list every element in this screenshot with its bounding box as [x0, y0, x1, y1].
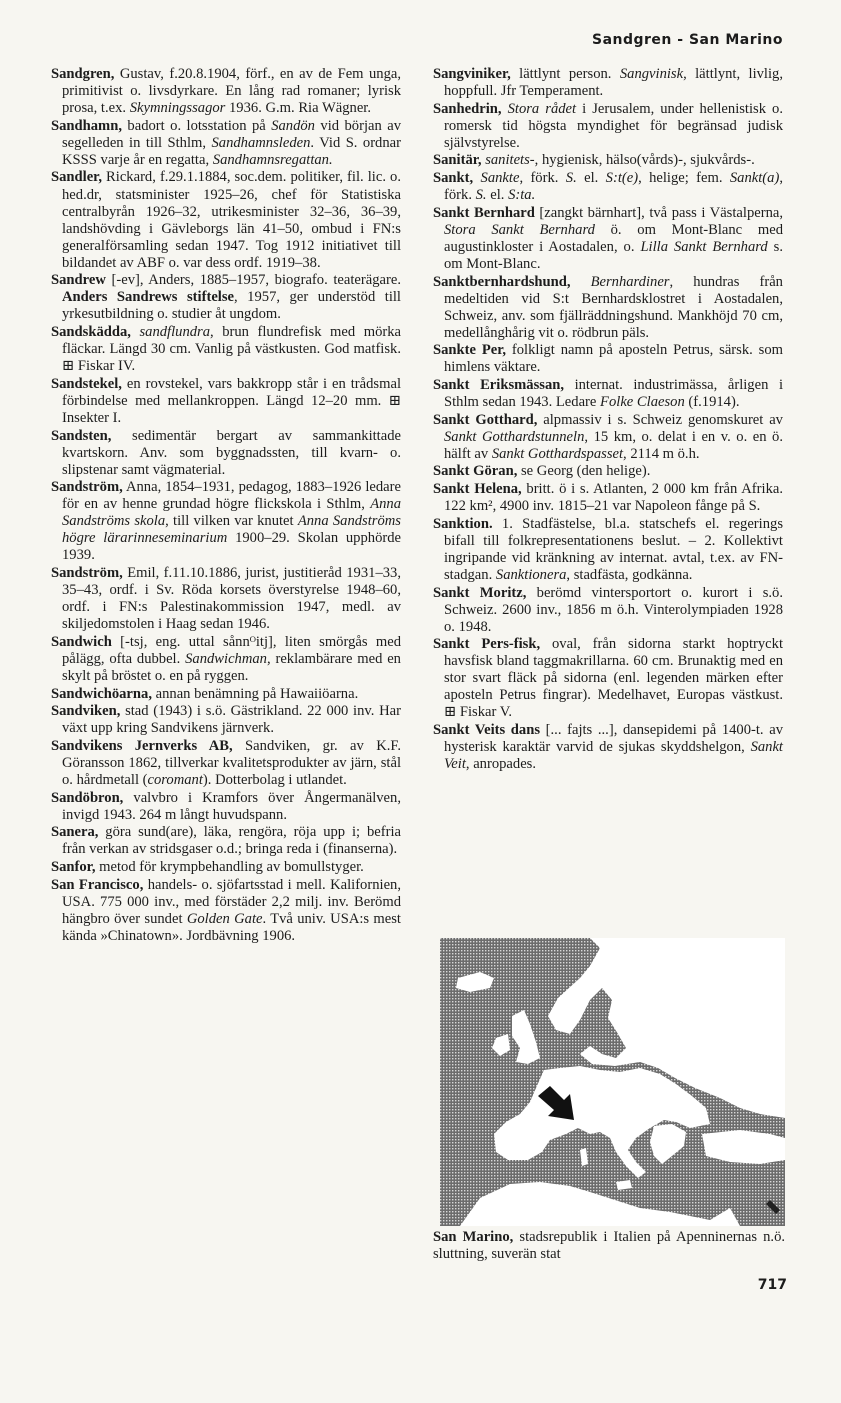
dictionary-entry — [51, 324, 401, 375]
running-head: Sandgren - San Marino — [591, 32, 783, 48]
entry-italic: Sankt Gotthardspasset — [491, 445, 624, 462]
entry-text: annan benämning på Hawaiiöarna. — [151, 685, 359, 702]
entry-headword: Sandstekel, — [51, 375, 122, 392]
entry-italic: S:t(e) — [605, 170, 639, 187]
entry-headword: Sandrew — [51, 272, 106, 289]
dictionary-entry — [433, 481, 783, 515]
left-column — [51, 66, 401, 945]
entry-headword: Sandöbron, — [51, 789, 124, 806]
entry-italic: S:ta. — [508, 187, 536, 204]
entry-italic: Anna Sandströms skola — [62, 496, 401, 530]
entry-headword: Sandvikens Jernverks AB, — [51, 737, 233, 754]
entry-text: , till vilken var knutet — [165, 513, 298, 530]
entry-text: internat. industrimässa, årligen i Sthlm sedan 1943. Ledare — [444, 377, 783, 411]
entry-italic: Golden Gate — [186, 910, 263, 927]
entry-headword: Sankt Göran, — [433, 463, 518, 480]
entry-headword: Sandskädda, — [51, 324, 131, 341]
entry-text: Rickard, f.29.1.1884, soc.dem. politiker, fil. lic. o. hed.dr, statsminister 1925–26, chef för Statistiska centralbyrån 1926–32, utrikesminister 32–36, 36–39, landshövding i Gävleborgs län 41–50, ombud i FN:s generalförsamling sedan 1947. Tog 1912 initiativet till bildandet av ABF o. var dess ordf. 1919–38. — [62, 169, 401, 271]
dictionary-entry — [433, 66, 783, 100]
entry-text: 1900–29. Skolan upphörde 1939. — [62, 530, 401, 564]
entry-text: Gustav, f.20.8.1904, förf., en av de Fem unga, primitivist o. livsdyrkare. En lång rad romaner; lyrisk prosa, t.ex. — [62, 66, 401, 117]
entry-italic: Bernhardiner — [590, 273, 670, 290]
dictionary-entry — [51, 859, 401, 876]
entry-text: [zangkt bärnhart], två pass i Västalperna, — [534, 204, 784, 221]
entry-italic: S. — [475, 187, 487, 204]
entry-headword: Sanktbernhardshund, — [433, 273, 571, 290]
entry-headword: Sanhedrin, — [433, 100, 502, 117]
dictionary-entry — [51, 634, 401, 685]
dictionary-entry — [51, 272, 401, 323]
entry-text: se Georg (den helige). — [517, 463, 651, 480]
entry-text: oval, från sidorna starkt hoptryckt havsfisk bland taggmakrillarna. 60 cm. Brunaktig med en stor svart fläck på sidorna (enl. legenden märken efter aposteln Petrus fingrar). Medelhavet, Europas västkust. ⊞ Fiskar V. — [444, 636, 784, 721]
entry-text: berömd vintersportort o. kurort i s.ö. Schweiz. 2600 inv., 1856 m ö.h. Vinterolympiaden 1928 o. 1948. — [444, 584, 783, 635]
entry-headword: Sankt Pers-fisk, — [433, 636, 541, 653]
entry-italic: Sanktionera — [495, 566, 567, 583]
entry-headword: Sankt Moritz, — [433, 584, 527, 601]
entry-text — [571, 274, 591, 290]
dictionary-entry — [433, 205, 783, 273]
entry-text: s. om Mont-Blanc. — [444, 238, 783, 272]
entry-text: ö. om Mont-Blanc med augustinkloster i Aostadalen, o. — [444, 221, 783, 255]
dictionary-entry — [51, 686, 401, 703]
entry-text: , reklambärare med en skylt på bröstet o. en på ryggen. — [62, 650, 401, 684]
entry-headword: Sankt Helena, — [433, 481, 522, 498]
entry-text: 1936. G.m. Ria Wägner. — [225, 100, 372, 117]
dictionary-entry — [433, 722, 783, 773]
dictionary-entry — [51, 428, 401, 479]
entry-text: sedimentär bergart av sammankittade kvartskorn. Anv. som byggnadssten, till kvarn- o. slipstenar samt vägmaterial. — [62, 427, 401, 478]
dictionary-entry — [51, 703, 401, 737]
entry-text: ). Dotterbolag i utlandet. — [202, 772, 347, 789]
entry-text: stad (1943) i s.ö. Gästrikland. 22 000 inv. Har växt upp kring Sandvikens järnverk. — [62, 703, 401, 737]
dictionary-entry — [433, 516, 783, 584]
entry-text: , brun flundrefisk med mörka fläckar. Längd 30 cm. Vanlig på västkusten. God matfisk. ⊞ Fiskar IV. — [62, 324, 401, 375]
entry-text: , förk. — [444, 170, 783, 204]
dictionary-entry — [433, 377, 783, 411]
entry-italic: Lilla Sankt Bernhard — [640, 238, 768, 255]
entry-headword: Sangviniker, — [433, 66, 511, 82]
entry-text: folkligt namn på aposteln Petrus, särsk. som himlens väktare. — [444, 342, 783, 376]
dictionary-entry — [51, 790, 401, 824]
entry-italic: Sankt Veit — [444, 739, 783, 773]
dictionary-entry — [51, 824, 401, 858]
dictionary-entry — [51, 565, 401, 633]
entry-text: Anna, 1854–1931, pedagog, 1883–1926 ledare för en av henne grundad högre flickskola i Sthlm, — [62, 479, 401, 513]
entry-headword: Sandgren, — [51, 66, 115, 82]
entry-italic: Sandwichman — [185, 650, 267, 667]
map-caption — [433, 1229, 785, 1263]
entry-text: britt. ö i s. Atlanten, 2 000 km från Afrika. 122 km², 4900 inv. 1815–21 var Napoleon fånge på S. — [444, 481, 783, 515]
entry-text: el. — [486, 187, 509, 204]
entry-headword: Sandström, — [51, 479, 123, 496]
entry-italic: Sankt(a) — [729, 170, 780, 187]
entry-text: , 2114 m ö.h. — [623, 445, 700, 462]
entry-text: , 1957, ger understöd till yrkesutbildning o. studier åt ungdom. — [62, 289, 401, 323]
entry-text: [-tsj, eng. uttal sånnᴼitj], liten smörgås med pålägg, ofta dubbel. — [62, 633, 401, 667]
page-number: 717 — [757, 1277, 787, 1293]
dictionary-entry — [51, 479, 401, 564]
dictionary-entry — [433, 463, 783, 480]
entry-text: , hundras från medeltiden vid S:t Bernhardsklostret i Aostadalen, Schweiz, anv. som fjällräddningshund. Mankhöjd 70 cm, medellånghårig vit o. rödbrun päls. — [444, 273, 783, 341]
entry-headword: Sandviken, — [51, 703, 121, 720]
entry-bold: Anders Sandrews stiftelse — [62, 289, 235, 306]
entry-italic: Anna Sandströms högre lärarinneseminarium — [62, 513, 401, 547]
entry-headword: Sandwich — [51, 633, 112, 650]
dictionary-entry — [433, 152, 783, 169]
dictionary-entry — [433, 170, 783, 204]
entry-text: 1. Stadfästelse, bl.a. statschefs el. regerings bifall till folkrepresentationens beslut. – 2. Kollektivt ingripande vid kränkning av internat. avtal, t.ex. av FN-stadgan. — [444, 515, 783, 583]
entry-italic: Sandhamnsregattan. — [212, 151, 333, 168]
entry-headword: Sanfor, — [51, 859, 96, 876]
entry-text: valvbro i Kramfors över Ångermanälven, invigd 1943. 264 m långt huvudspann. — [62, 789, 401, 823]
dictionary-entry — [433, 412, 783, 463]
entry-text: el. — [576, 170, 606, 187]
dictionary-entry — [433, 636, 783, 721]
entry-text: , 15 km, o. delat i en v. o. en ö. hälft av — [444, 428, 784, 462]
entry-italic: sandflundra — [139, 324, 211, 341]
entry-headword: San Francisco, — [51, 876, 144, 893]
entry-text: . Vid S. ordnar KSSS varje år en regatta, — [62, 134, 401, 168]
europe-locator-map — [440, 938, 785, 1226]
map-caption-text: stadsrepublik i Italien på Apenninernas n.ö. sluttning, suverän stat — [433, 1229, 786, 1263]
dictionary-entry — [51, 376, 401, 427]
map-svg — [440, 938, 785, 1226]
entry-text: , förk. — [519, 170, 566, 187]
entry-headword: Sankt Bernhard — [433, 204, 535, 221]
entry-text: . Två univ. USA:s mest kända »Chinatown». Jordbävning 1906. — [62, 910, 401, 944]
entry-text: (f.1914). — [684, 394, 740, 411]
entry-italic: Sankte — [480, 170, 520, 187]
entry-text: [-ev], Anders, 1885–1957, biografo. teaterägare. — [105, 272, 401, 289]
entry-italic: Sangvinisk — [619, 66, 684, 82]
entry-text: lättlynt person. — [510, 66, 620, 82]
entry-headword: Sankt Eriksmässan, — [433, 377, 565, 393]
entry-italic: sanitets- — [485, 152, 535, 169]
entry-headword: Sandström, — [51, 565, 123, 582]
entry-text: , anropades. — [465, 756, 536, 773]
dictionary-entry — [433, 585, 783, 636]
entry-text — [473, 170, 480, 186]
entry-text: handels- o. sjöfartsstad i mell. Kalifornien, USA. 775 000 inv., med förstäder 2,2 milj. inv. Berömd hängbro över sundet — [62, 876, 401, 927]
entry-headword: Sandsten, — [51, 427, 112, 444]
entry-headword: Sandhamn, — [51, 117, 122, 134]
entry-text: , hygienisk, hälso(vårds)-, sjukvårds-. — [534, 152, 755, 169]
entry-italic: Sankt Gotthardstunneln — [444, 428, 585, 445]
dictionary-entry — [51, 738, 401, 789]
entry-headword: Sankt, — [433, 170, 474, 187]
entry-headword: Sankt Veits dans — [433, 722, 541, 739]
dictionary-entry — [433, 101, 783, 152]
entry-italic: Stora rådet — [507, 100, 577, 117]
entry-headword: Sandler, — [51, 169, 102, 186]
dictionary-entry — [51, 169, 401, 271]
entry-headword: Sankt Gotthard, — [433, 411, 538, 428]
entry-italic: Sandhamnsleden — [211, 134, 311, 151]
dictionary-entry — [51, 66, 401, 117]
entry-text: Sandviken, gr. av K.F. Göransson 1862, tillverkar kvalitetsprodukter av järn, stål o. hårdmetall ( — [62, 737, 401, 789]
entry-text: en rovstekel, vars bakkropp står i en trådsmal förbindelse med mellankroppen. Längd 12–20 mm. ⊞ Insekter I. — [62, 375, 401, 426]
entry-text: metod för krympbehandling av bomullstyger. — [95, 859, 364, 876]
entry-text: , stadfästa, godkänna. — [566, 566, 693, 583]
entry-headword: Sandwichöarna, — [51, 685, 152, 702]
entry-text: , helige; fem. — [638, 170, 730, 187]
entry-headword: Sanktion. — [433, 515, 493, 532]
entry-italic: coromant — [147, 772, 203, 789]
entry-italic: Sandön — [271, 117, 315, 134]
map-caption-head: San Marino, — [433, 1229, 514, 1245]
entry-italic: Stora Sankt Bernhard — [444, 221, 595, 238]
dictionary-entry — [51, 118, 401, 169]
entry-italic: Folke Claeson — [600, 394, 685, 411]
entry-headword: Sanera, — [51, 824, 99, 841]
entry-text: [... fajts ...], dansepidemi på 1400-t. av hysterisk karaktär varvid de sjukas skyddshelgon, — [444, 722, 783, 756]
dictionary-entry — [51, 877, 401, 945]
entry-italic: S. — [565, 170, 577, 187]
entry-headword: Sankte Per, — [433, 342, 507, 359]
entry-text: Emil, f.11.10.1886, jurist, justitieråd 1931–33, 35–43, ordf. i Sv. Röda korsets överstyrelse 1948–60, ordf. i FN:s Palestinakommission 1947, medl. av skiljedomstolen i Haag sedan 1946. — [62, 565, 401, 633]
dictionary-entry — [433, 274, 783, 342]
entry-text: göra sund(are), läka, rengöra, röja upp i; befria från verkan av stridsgaser o.d.; bringa reda i (finanserna). — [62, 824, 401, 858]
right-column — [433, 66, 783, 774]
entry-headword: Sanitär, — [433, 152, 482, 169]
entry-text: alpmassiv i s. Schweiz genomskuret av — [537, 411, 783, 428]
dictionary-entry — [433, 342, 783, 376]
entry-text: vid början av segelleden in till Sthlm, — [62, 117, 401, 151]
entry-text: i Jerusalem, under hellenistisk o. romersk tid högsta myndighet för begränsad judisk självstyrelse. — [444, 100, 784, 151]
entry-text: , lättlynt, livlig, hoppfull. Jfr Temperament. — [444, 66, 783, 100]
entry-text: badort o. lotsstation på — [121, 117, 272, 134]
entry-italic: Skymningssagor — [129, 100, 226, 117]
